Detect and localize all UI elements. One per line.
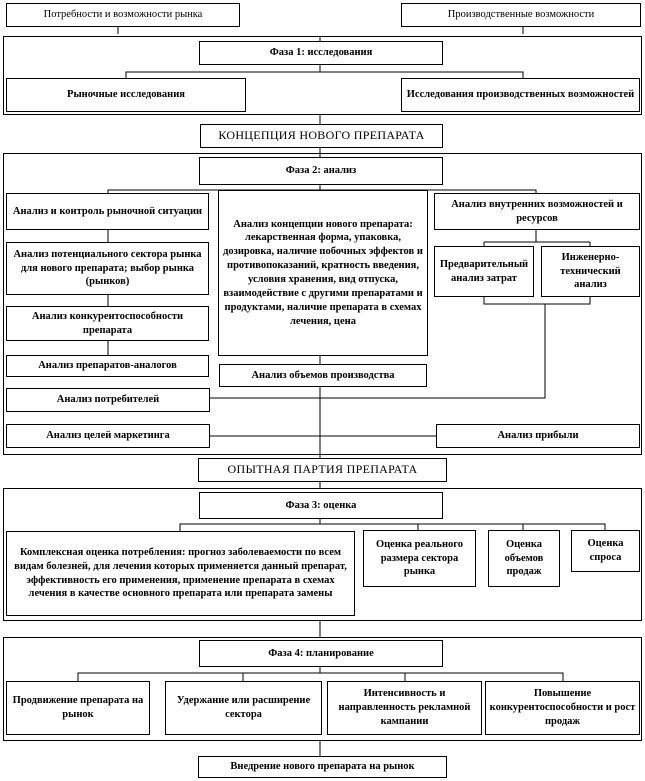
pilot-batch-box: ОПЫТНАЯ ПАРТИЯ ПРЕПАРАТА [198,458,447,482]
promotion-box: Продвижение препарата на рынок [6,681,150,735]
competitiveness-box: Анализ конкурентоспособности препарата [6,306,209,341]
phase4-title: Фаза 4: планирование [199,640,443,667]
cost-analysis-box: Предварительный анализ затрат [434,246,534,297]
production-research-box: Исследования производственных возможностей [401,78,640,112]
internal-resources-box: Анализ внутренних возможностей и ресурсов [434,193,640,230]
advertising-box: Интенсивность и направленность рекламной кампании [327,681,482,735]
sector-size-box: Оценка реального размера сектора рынка [363,530,476,587]
market-control-box: Анализ и контроль рыночной ситуации [6,193,209,230]
market-research-box: Рыночные исследования [6,78,246,112]
profit-analysis-box: Анализ прибыли [436,424,640,448]
phase3-title: Фаза 3: оценка [199,492,443,519]
retention-box: Удержание или расширение сектора [165,681,322,735]
phase1-title: Фаза 1: исследования [199,41,443,65]
concept-analysis-box: Анализ концепции нового препарата: лекарственная форма, упаковка, дозировка, наличие побочных эффектов и противопоказаний, кратность введения, условия хранения, вид отпуска, взаимодействие с другими препаратами и продуктами, наличие препарата в схемах лечения, цена [218,190,428,356]
complex-assessment-box: Комплексная оценка потребления: прогноз заболеваемости по всем видам болезней, для лечения которых применяется данный препарат, эффективность его применения, применение препарата в схемах лечения в качестве основного препарата или препарата замены [6,531,355,616]
analogs-box: Анализ препаратов-аналогов [6,355,209,377]
consumers-box: Анализ потребителей [6,388,210,412]
marketing-goals-box: Анализ целей маркетинга [6,424,210,448]
phase2-title: Фаза 2: анализ [199,157,443,185]
final-box: Внедрение нового препарата на рынок [198,756,447,778]
engineering-analysis-box: Инженерно-технический анализ [541,246,640,297]
production-capabilities-box: Производственные возможности [401,3,641,27]
sales-volume-box: Оценка объемов продаж [488,530,560,587]
volume-analysis-box: Анализ объемов производства [219,364,427,387]
concept-box: КОНЦЕПЦИЯ НОВОГО ПРЕПАРАТА [200,124,443,148]
market-needs-box: Потребности и возможности рынка [6,3,240,27]
demand-box: Оценка спроса [571,530,640,572]
potential-sector-box: Анализ потенциального сектора рынка для нового препарата; выбор рынка (рынков) [6,242,209,295]
competitiveness-growth-box: Повышение конкурентоспособности и рост продаж [485,681,640,735]
